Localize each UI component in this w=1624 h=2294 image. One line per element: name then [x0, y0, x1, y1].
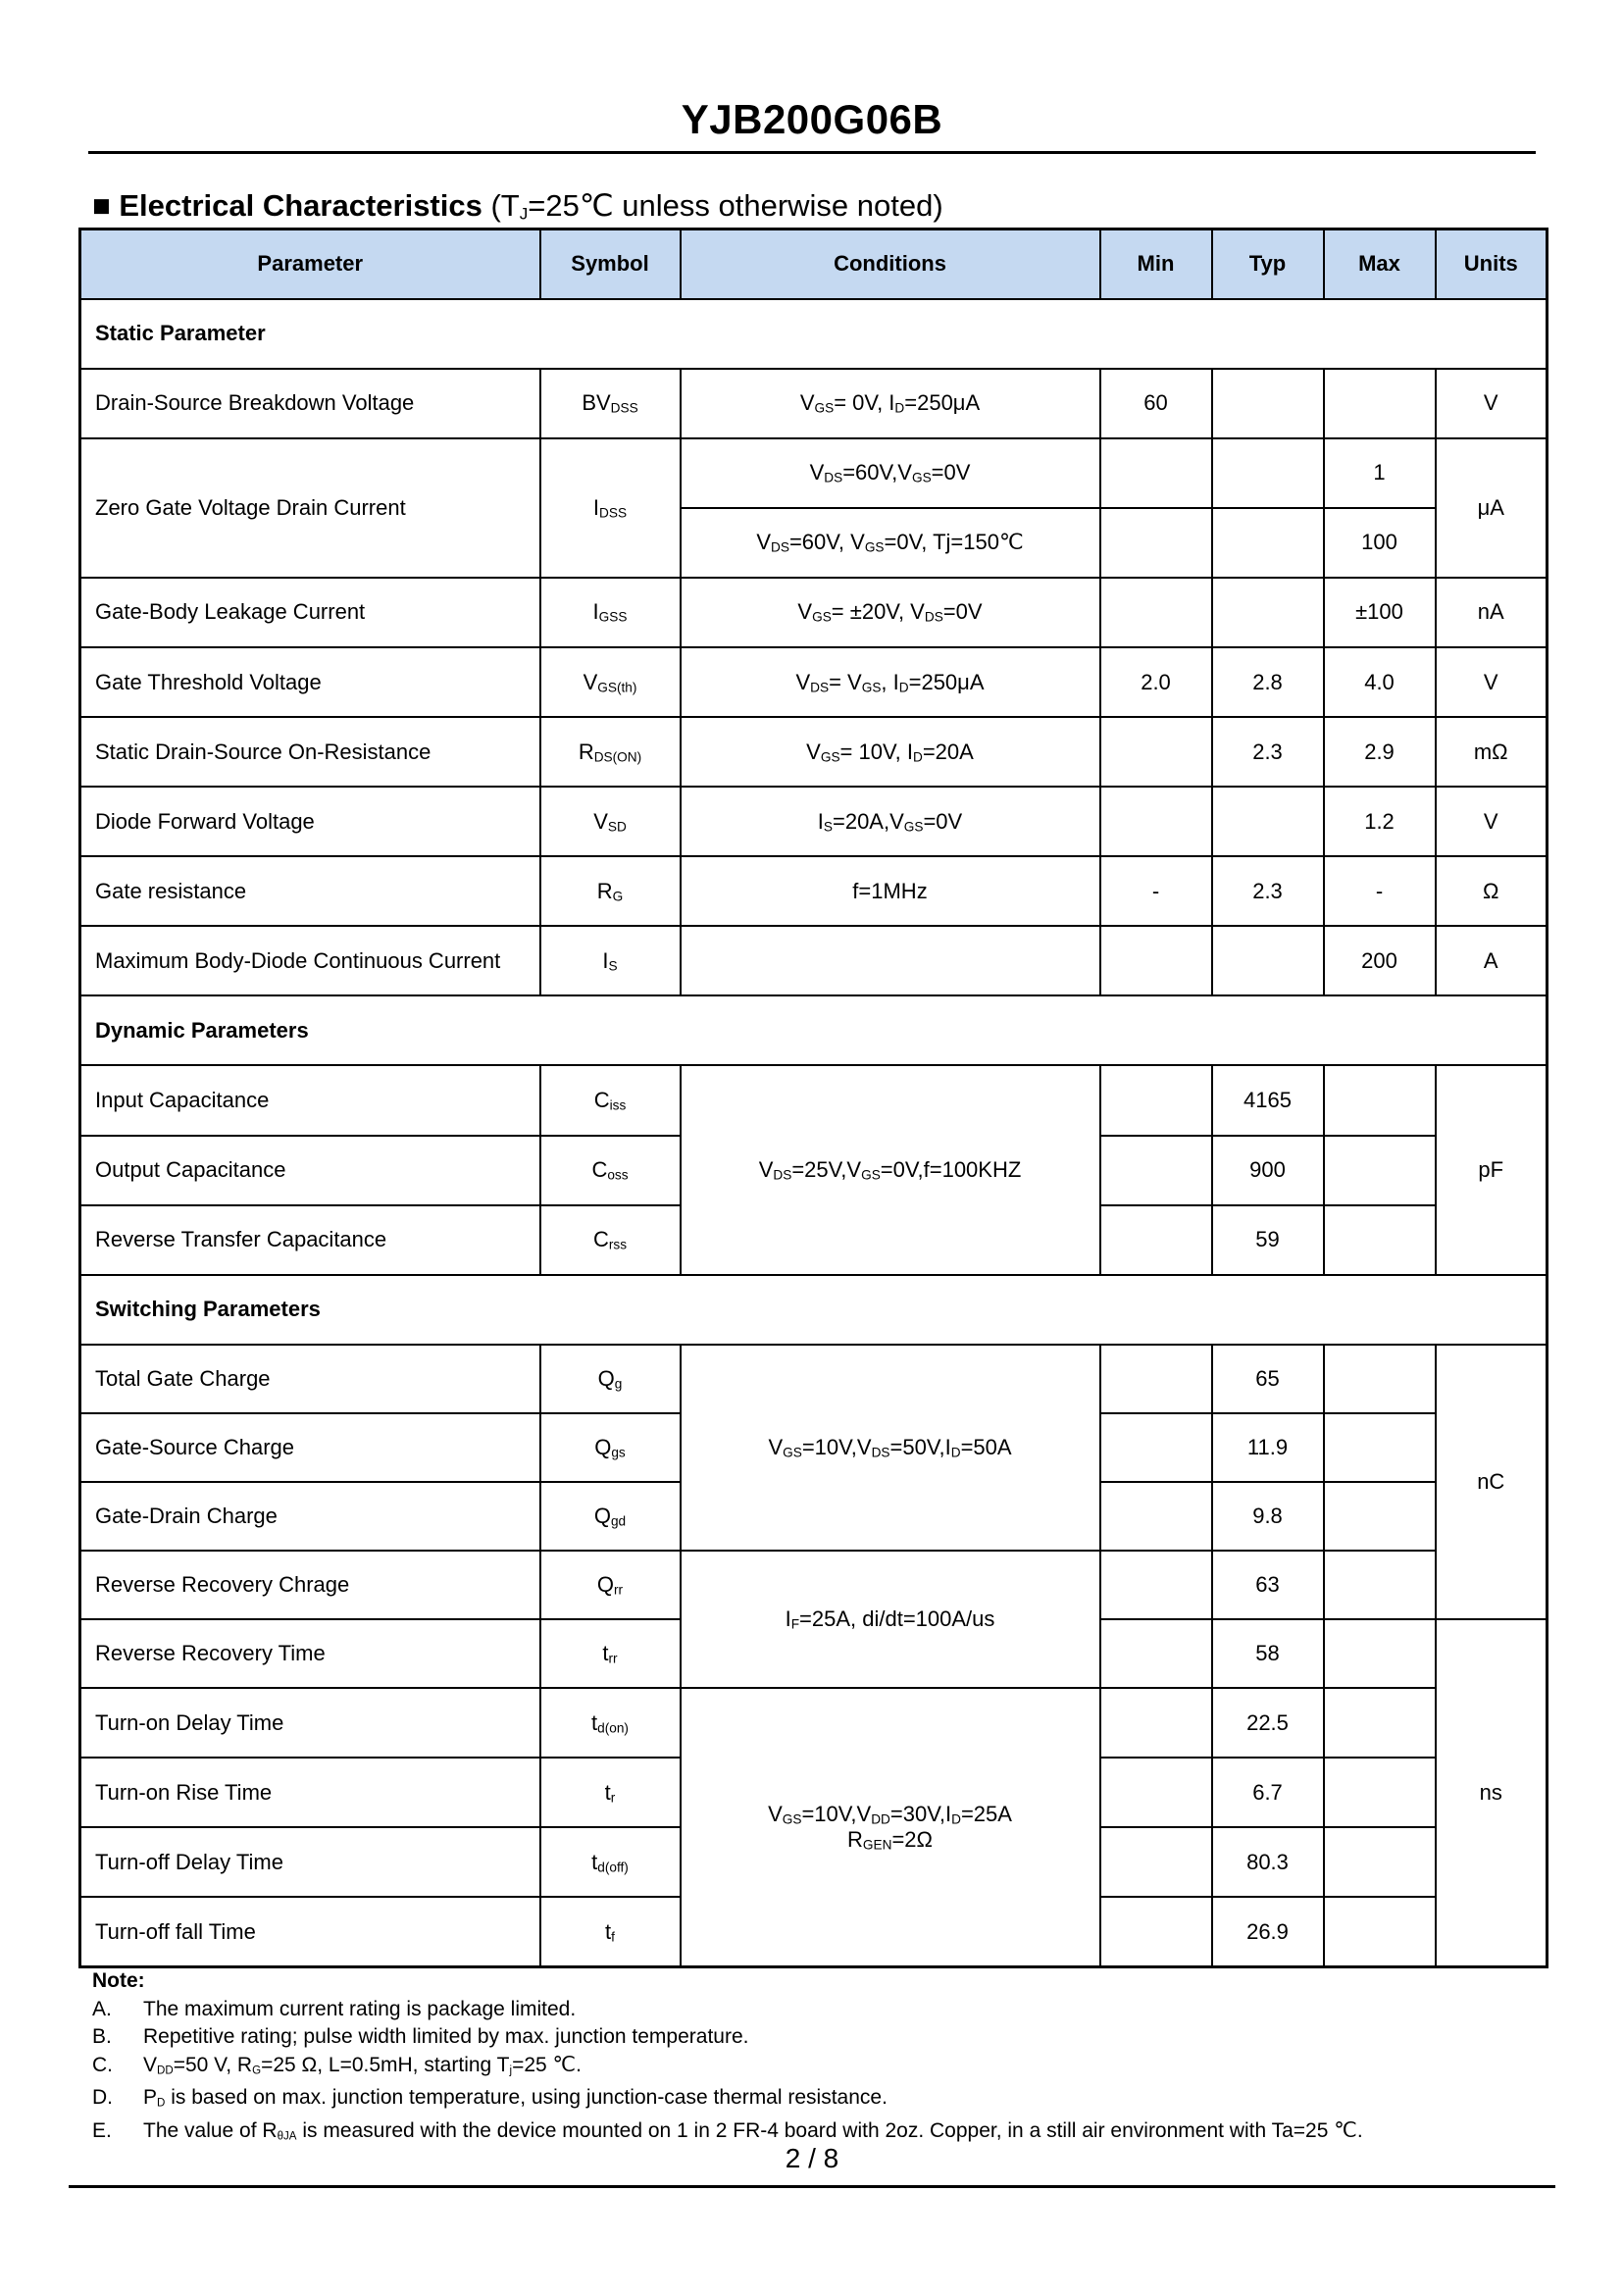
min-cell	[1100, 1758, 1212, 1827]
table-row	[80, 926, 1548, 995]
max-cell	[1324, 1065, 1436, 1135]
symbol-cell: $R_{DS(ON)}$	[540, 717, 681, 787]
table-row	[80, 578, 1548, 647]
section-title	[92, 188, 943, 224]
param-cell: Reverse Transfer Capacitance	[80, 1205, 540, 1275]
note-d: D. $P_D$ is based on max. junction temperature, using junction-case thermal resistance.	[92, 2086, 888, 2110]
param-cell: Gate resistance	[80, 856, 540, 926]
symbol-cell: $V_{SD}$	[540, 787, 681, 856]
param-cell: Output Capacitance	[80, 1136, 540, 1205]
conditions-cell: $V_{GS}= 10V$, $I_D=20A$	[681, 717, 1100, 787]
min-cell	[1100, 1827, 1212, 1897]
min-cell	[1100, 926, 1212, 995]
conditions-cell: $V_{DS}= V_{GS}$, $I_D=250\mu A$	[681, 647, 1100, 717]
symbol-cell: $C_{oss}$	[540, 1136, 681, 1205]
max-cell	[1324, 1413, 1436, 1482]
max-cell	[1324, 1345, 1436, 1413]
section-static: Static Parameter	[80, 299, 1548, 369]
typ-cell: 58	[1212, 1619, 1324, 1688]
table-header-row	[80, 229, 1548, 299]
section-dynamic: Dynamic Parameters	[80, 995, 1548, 1065]
typ-cell	[1212, 787, 1324, 856]
symbol-cell: $t_{rr}$	[540, 1619, 681, 1688]
min-cell	[1100, 438, 1212, 508]
max-cell: 100	[1324, 508, 1436, 578]
typ-cell: 80.3	[1212, 1827, 1324, 1897]
symbol-cell: $Q_g$	[540, 1345, 681, 1413]
unit-cell: nA	[1436, 578, 1548, 647]
footer-rule	[69, 2185, 1555, 2188]
typ-cell: 9.8	[1212, 1482, 1324, 1551]
max-cell: 1	[1324, 438, 1436, 508]
typ-cell	[1212, 438, 1324, 508]
min-cell	[1100, 1345, 1212, 1413]
max-cell: -	[1324, 856, 1436, 926]
section-marker: ■	[92, 188, 111, 223]
max-cell	[1324, 1758, 1436, 1827]
section-row	[80, 995, 1548, 1065]
unit-cell: nC	[1436, 1345, 1548, 1619]
note-c: C. $V_{DD}=50$ V, $R_G=25$ Ω, L=0.5mH, starting $T_j=25$ ℃.	[92, 2053, 582, 2076]
param-cell: Gate-Source Charge	[80, 1413, 540, 1482]
symbol-cell: $t_{d(off)}$	[540, 1827, 681, 1897]
typ-cell: 65	[1212, 1345, 1324, 1413]
header-max: Max	[1324, 229, 1436, 299]
header-typ: Typ	[1212, 229, 1324, 299]
typ-cell	[1212, 369, 1324, 438]
max-cell: ±100	[1324, 578, 1436, 647]
min-cell	[1100, 787, 1212, 856]
header-min: Min	[1100, 229, 1212, 299]
conditions-cell: $V_{DS}=25V,V_{GS}=0V,f=100KHZ$	[681, 1065, 1100, 1274]
notes-block	[92, 1967, 1363, 2151]
table-row	[80, 369, 1548, 438]
unit-cell: pF	[1436, 1065, 1548, 1274]
conditions-cell: $I_S=20A,V_{GS}=0V$	[681, 787, 1100, 856]
param-cell: Turn-on Rise Time	[80, 1758, 540, 1827]
unit-cell: Ω	[1436, 856, 1548, 926]
typ-cell: 26.9	[1212, 1897, 1324, 1966]
page-number: 2 / 8	[785, 2143, 839, 2173]
typ-cell	[1212, 926, 1324, 995]
note-b: B. Repetitive rating; pulse width limited by max. junction temperature.	[92, 2025, 749, 2048]
max-cell	[1324, 1827, 1436, 1897]
min-cell	[1100, 578, 1212, 647]
typ-cell: 59	[1212, 1205, 1324, 1275]
symbol-cell: $I_S$	[540, 926, 681, 995]
section-condition: ($T_J=25℃$ unless otherwise noted)	[490, 188, 943, 224]
min-cell	[1100, 1897, 1212, 1966]
conditions-cell: $V_{DS}=60V$, $V_{GS}=0V$, Tj=150℃	[681, 508, 1100, 578]
param-cell: Zero Gate Voltage Drain Current	[80, 438, 540, 578]
min-cell	[1100, 1413, 1212, 1482]
min-cell: -	[1100, 856, 1212, 926]
min-cell	[1100, 1688, 1212, 1758]
symbol-cell: $Q_{gs}$	[540, 1413, 681, 1482]
header-symbol: Symbol	[540, 229, 681, 299]
note-e: E. The value of $R_{\theta JA}$ is measured with the device mounted on 1 in 2 FR-4 board with 2oz. Copper, in a still air environment with Ta=25 ℃.	[92, 2119, 1363, 2143]
max-cell	[1324, 1551, 1436, 1619]
section-title-text: Electrical Characteristics	[119, 188, 482, 223]
unit-cell: μA	[1436, 438, 1548, 578]
section-row	[80, 299, 1548, 369]
table-row	[80, 717, 1548, 787]
max-cell	[1324, 1482, 1436, 1551]
param-cell: Maximum Body-Diode Continuous Current	[80, 926, 540, 995]
typ-cell: 2.8	[1212, 647, 1324, 717]
typ-cell: 2.3	[1212, 856, 1324, 926]
param-cell: Reverse Recovery Time	[80, 1619, 540, 1688]
max-cell: 2.9	[1324, 717, 1436, 787]
table-row	[80, 1688, 1548, 1758]
document-title: YJB200G06B	[681, 96, 943, 142]
electrical-characteristics-table	[78, 228, 1548, 1968]
conditions-cell: f=1MHz	[681, 856, 1100, 926]
symbol-cell: $t_f$	[540, 1897, 681, 1966]
typ-cell: 63	[1212, 1551, 1324, 1619]
param-cell: Turn-off fall Time	[80, 1897, 540, 1966]
header-parameter: Parameter	[80, 229, 540, 299]
symbol-cell: $V_{GS(th)}$	[540, 647, 681, 717]
typ-cell: 2.3	[1212, 717, 1324, 787]
max-cell: 4.0	[1324, 647, 1436, 717]
param-cell: Gate-Body Leakage Current	[80, 578, 540, 647]
unit-cell: V	[1436, 647, 1548, 717]
conditions-cell: $V_{GS}=10V,V_{DD}=30V,I_D=25A$ $R_{GEN}=2\Omega$	[681, 1688, 1100, 1966]
header-conditions: Conditions	[681, 229, 1100, 299]
min-cell	[1100, 1619, 1212, 1688]
symbol-cell: $Q_{rr}$	[540, 1551, 681, 1619]
param-cell: Diode Forward Voltage	[80, 787, 540, 856]
param-cell: Reverse Recovery Chrage	[80, 1551, 540, 1619]
typ-cell: 11.9	[1212, 1413, 1324, 1482]
symbol-cell: $Q_{gd}$	[540, 1482, 681, 1551]
conditions-cell: $V_{GS}=10V,V_{DS}=50V,I_D=50A$	[681, 1345, 1100, 1551]
table-row	[80, 787, 1548, 856]
min-cell	[1100, 508, 1212, 578]
min-cell	[1100, 1136, 1212, 1205]
unit-cell: A	[1436, 926, 1548, 995]
table-row	[80, 1551, 1548, 1619]
max-cell	[1324, 1619, 1436, 1688]
typ-cell: 4165	[1212, 1065, 1324, 1135]
header-units: Units	[1436, 229, 1548, 299]
max-cell	[1324, 1136, 1436, 1205]
unit-cell: mΩ	[1436, 717, 1548, 787]
header-rule	[88, 151, 1536, 154]
unit-cell: V	[1436, 787, 1548, 856]
note-a: A. The maximum current rating is package limited.	[92, 1997, 577, 2020]
conditions-cell	[681, 926, 1100, 995]
max-cell	[1324, 369, 1436, 438]
max-cell	[1324, 1897, 1436, 1966]
unit-cell: ns	[1436, 1619, 1548, 1966]
typ-cell	[1212, 578, 1324, 647]
min-cell	[1100, 1482, 1212, 1551]
table-row	[80, 1345, 1548, 1413]
section-switching: Switching Parameters	[80, 1275, 1548, 1345]
param-cell: Turn-off Delay Time	[80, 1827, 540, 1897]
param-cell: Gate-Drain Charge	[80, 1482, 540, 1551]
max-cell	[1324, 1205, 1436, 1275]
min-cell	[1100, 1551, 1212, 1619]
conditions-cell: $I_F=25A$, di/dt=100A/us	[681, 1551, 1100, 1688]
param-cell: Static Drain-Source On-Resistance	[80, 717, 540, 787]
table-row	[80, 438, 1548, 508]
max-cell: 200	[1324, 926, 1436, 995]
unit-cell: V	[1436, 369, 1548, 438]
notes-heading: Note:	[92, 1969, 145, 1992]
param-cell: Input Capacitance	[80, 1065, 540, 1135]
param-cell: Drain-Source Breakdown Voltage	[80, 369, 540, 438]
typ-cell: 900	[1212, 1136, 1324, 1205]
symbol-cell: $t_r$	[540, 1758, 681, 1827]
typ-cell: 22.5	[1212, 1688, 1324, 1758]
min-cell: 60	[1100, 369, 1212, 438]
conditions-cell: $V_{GS}= 0V$, $I_D=250\mu A$	[681, 369, 1100, 438]
typ-cell	[1212, 508, 1324, 578]
table-row	[80, 647, 1548, 717]
symbol-cell: $I_{GSS}$	[540, 578, 681, 647]
symbol-cell: $BV_{DSS}$	[540, 369, 681, 438]
symbol-cell: $R_G$	[540, 856, 681, 926]
min-cell	[1100, 1205, 1212, 1275]
max-cell: 1.2	[1324, 787, 1436, 856]
symbol-cell: $C_{iss}$	[540, 1065, 681, 1135]
typ-cell: 6.7	[1212, 1758, 1324, 1827]
min-cell	[1100, 1065, 1212, 1135]
symbol-cell: $t_{d(on)}$	[540, 1688, 681, 1758]
param-cell: Gate Threshold Voltage	[80, 647, 540, 717]
conditions-cell: $V_{DS}=60V,V_{GS}=0V$	[681, 438, 1100, 508]
table-row	[80, 856, 1548, 926]
table-row	[80, 1065, 1548, 1135]
max-cell	[1324, 1688, 1436, 1758]
symbol-cell: $C_{rss}$	[540, 1205, 681, 1275]
param-cell: Total Gate Charge	[80, 1345, 540, 1413]
section-row	[80, 1275, 1548, 1345]
symbol-cell: $I_{DSS}$	[540, 438, 681, 578]
min-cell: 2.0	[1100, 647, 1212, 717]
conditions-cell: $V_{GS}= \pm 20V$, $V_{DS}=0V$	[681, 578, 1100, 647]
param-cell: Turn-on Delay Time	[80, 1688, 540, 1758]
min-cell	[1100, 717, 1212, 787]
